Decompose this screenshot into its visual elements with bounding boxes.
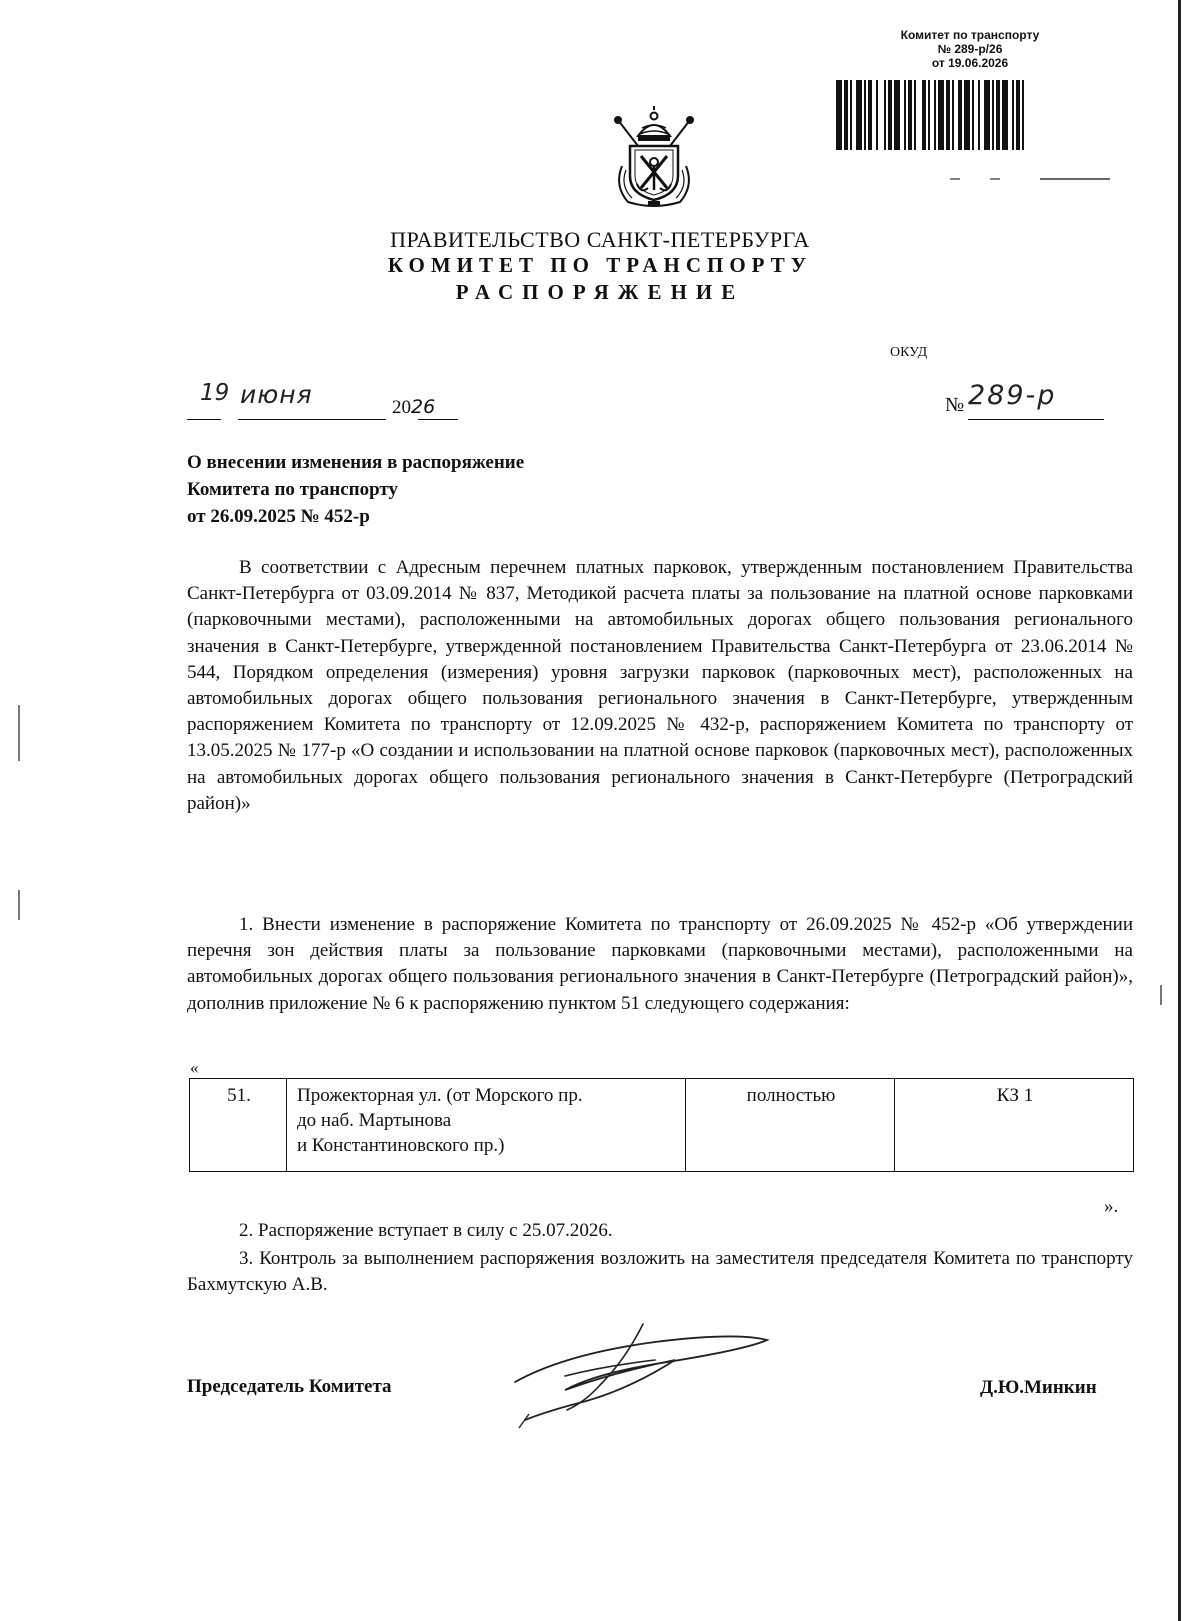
table-cell-extent: полностью: [686, 1079, 895, 1172]
subject-line-3: от 26.09.2025 № 452-р: [187, 506, 370, 527]
parking-zone-table: [189, 1078, 1134, 1172]
table-cell-address: [287, 1079, 686, 1172]
barcode-bar: [934, 80, 936, 150]
stamp-line-2: № 289-р/26: [937, 42, 1003, 56]
barcode-bar: [946, 80, 950, 150]
document-subject: [187, 449, 524, 530]
scan-edge-mark: [18, 890, 20, 920]
barcode-bar: [964, 80, 970, 150]
date-underline: [418, 419, 458, 420]
address-line: и Константиновского пр.): [297, 1135, 505, 1156]
barcode: [836, 80, 1136, 158]
barcode-bar: [928, 80, 930, 150]
stamp-line-3: от 19.06.2026: [931, 56, 1009, 70]
coat-of-arms-icon: [608, 106, 700, 210]
handwritten-signature: [505, 1320, 775, 1430]
barcode-bar: [958, 80, 962, 150]
committee-title: КОМИТЕТ ПО ТРАНСПОРТУ: [387, 253, 813, 277]
subject-line-1: О внесении изменения в распоряжение: [187, 452, 525, 473]
signer-title: Председатель Комитета: [187, 1376, 392, 1397]
barcode-bar: [922, 80, 926, 150]
barcode-bar: [1012, 80, 1014, 150]
item-1-paragraph: [187, 912, 1133, 1017]
barcode-bar: [876, 80, 878, 150]
barcode-bar: [884, 80, 886, 150]
barcode-bar: [952, 80, 954, 150]
table-cell-zone: КЗ 1: [895, 1079, 1134, 1172]
barcode-bar: [894, 80, 900, 150]
barcode-bar: [972, 80, 974, 150]
barcode-bar: [856, 80, 862, 150]
barcode-bar: [864, 80, 866, 150]
date-year: [392, 396, 435, 419]
barcode-bar: [888, 80, 892, 150]
barcode-bar: [1002, 80, 1008, 150]
barcode-bar: [908, 80, 912, 150]
table-row: [190, 1079, 1134, 1172]
item-2-text: 2. Распоряжение вступает в силу с 25.07.2026.: [239, 1220, 613, 1241]
scan-edge-mark: [1160, 985, 1162, 1005]
table-cell-number: 51.: [190, 1079, 287, 1172]
scan-edge-mark: [18, 705, 20, 761]
number-sign: №: [945, 394, 965, 416]
date-year-handwritten: 26: [411, 396, 436, 418]
barcode-bar: [914, 80, 916, 150]
date-underline: [238, 419, 386, 420]
barcode-bar: [1022, 80, 1024, 150]
barcode-bar: [904, 80, 906, 150]
signer-name: Д.Ю.Минкин: [980, 1377, 1097, 1398]
address-line: Прожекторная ул. (от Морского пр.: [297, 1085, 583, 1106]
preamble-paragraph: [187, 555, 1133, 817]
barcode-bar: [996, 80, 1000, 150]
barcode-bar: [938, 80, 944, 150]
item-3-text: 3. Контроль за выполнением распоряжения возложить на заместителя председателя Комитета по транспорту Бахмутскую А.В.: [187, 1248, 1133, 1296]
date-year-printed: 20: [392, 397, 411, 418]
item-2-paragraph: [187, 1218, 1133, 1244]
barcode-bar: [850, 80, 852, 150]
barcode-bar: [1016, 80, 1020, 150]
date-day-handwritten: 19: [200, 380, 230, 406]
address-line: до наб. Мартынова: [297, 1110, 452, 1131]
barcode-bar: [836, 80, 842, 150]
document-type: РАСПОРЯЖЕНИЕ: [455, 280, 745, 304]
government-title: ПРАВИТЕЛЬСТВО САНКТ-ПЕТЕРБУРГА: [390, 227, 810, 252]
barcode-bar: [844, 80, 848, 150]
barcode-bar: [868, 80, 872, 150]
subject-line-2: Комитета по транспорту: [187, 479, 398, 500]
number-underline: [968, 419, 1104, 420]
item-1-text: 1. Внести изменение в распоряжение Комитета по транспорту от 26.09.2025 № 452-р «Об утверждении перечня зон действия платы за пользование парковками (парковочными местами), расположенными на автомобильных дорогах общего пользования регионального значения в Санкт-Петербурге (Петроградский район)», дополнив приложение № 6 к распоряжению пунктом 51 следующего содержания:: [187, 914, 1133, 1014]
preamble-text: В соответствии с Адресным перечнем платных парковок, утвержденным постановлением Правительства Санкт-Петербурга от 03.09.2014 № 837, Методикой расчета платы за пользование на платной основе парковками (парковочными местами), расположенными на автомобильных дорогах общего пользования регионального значения в Санкт-Петербурге, утвержденной постановлением Правительства Санкт-Петербурга от 23.06.2014 № 544, Порядком определения (измерения) уровня загрузки парковок (парковочных мест), расположенных на автомобильных дорогах общего пользования регионального значения в Санкт-Петербурге, утвержденным распоряжением Комитета по транспорту от 12.09.2025 № 432-р, распоряжением Комитета по транспорту от 13.05.2025 № 177-р «О создании и использовании на платной основе парковок (парковочных мест), расположенных на автомобильных дорогах общего пользования регионального значения в Санкт-Петербурге (Петроградский район)»: [187, 557, 1133, 814]
barcode-bar: [992, 80, 994, 150]
date-month-handwritten: июня: [240, 380, 313, 409]
date-underline: [187, 419, 221, 420]
document-number-handwritten: 289-р: [968, 380, 1057, 411]
barcode-bar: [984, 80, 990, 150]
stamp-underline: [950, 176, 1110, 182]
stamp-line-1: Комитет по транспорту: [900, 28, 1040, 42]
scan-edge: [1178, 0, 1181, 1621]
registration-stamp: [840, 28, 1100, 70]
quote-open: «: [190, 1058, 199, 1077]
barcode-bar: [978, 80, 980, 150]
okud-label: ОКУД: [890, 345, 928, 360]
quote-close: ».: [1104, 1196, 1119, 1217]
item-3-paragraph: [187, 1246, 1133, 1298]
